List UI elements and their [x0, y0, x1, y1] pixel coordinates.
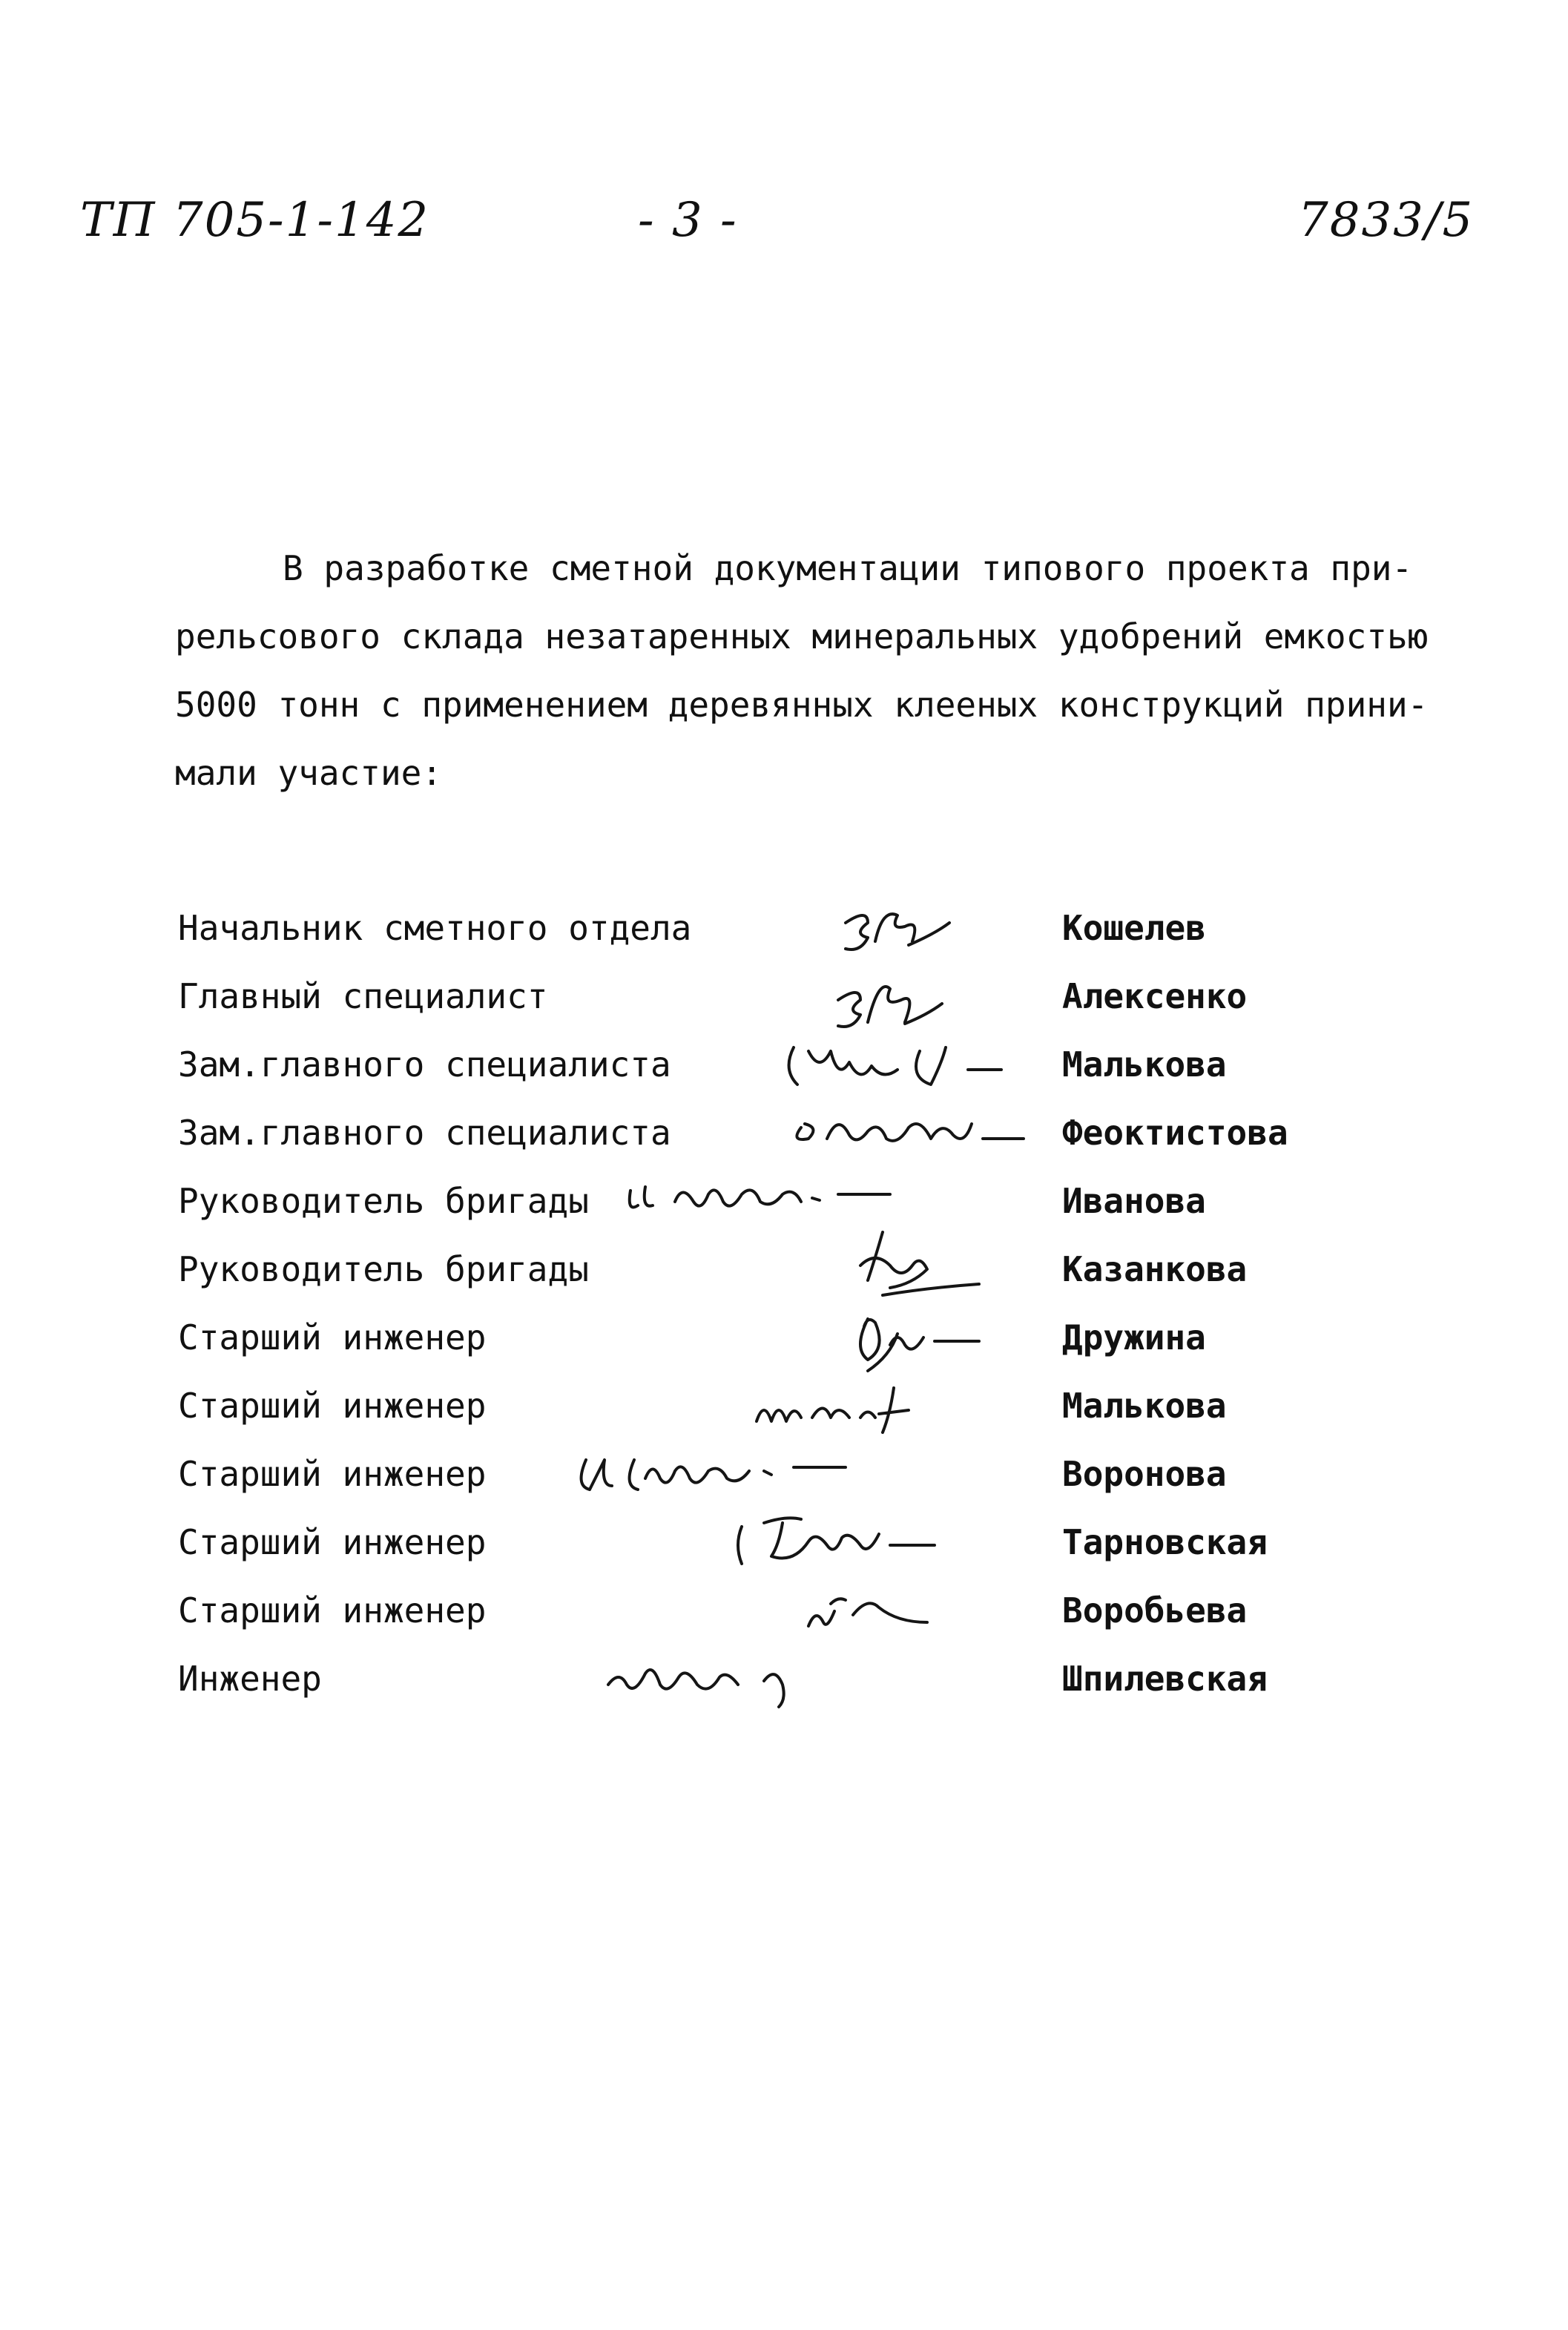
- participant-name: Воронова: [1062, 1454, 1227, 1494]
- participant-row: [178, 1577, 1483, 1644]
- participant-row: [178, 1509, 1483, 1576]
- participant-row: [178, 1099, 1483, 1166]
- participant-role: Зам.главного специалиста: [178, 1113, 671, 1153]
- participant-role: Старший инженер: [178, 1454, 487, 1494]
- signature-icon: [786, 1105, 1038, 1157]
- signature-icon: [742, 1377, 935, 1440]
- signature-icon: [831, 970, 949, 1037]
- participant-role: Старший инженер: [178, 1317, 487, 1357]
- page-number: - 3 -: [638, 193, 738, 248]
- signature-icon: [623, 1172, 942, 1224]
- signature-icon: [831, 1228, 994, 1310]
- participant-row: [178, 963, 1483, 1030]
- intro-paragraph: [175, 534, 1466, 807]
- participant-role: Зам.главного специалиста: [178, 1044, 671, 1085]
- participant-name: Малькова: [1062, 1044, 1227, 1085]
- participant-name: Тарновская: [1062, 1522, 1268, 1562]
- signature-icon: [564, 1445, 905, 1504]
- participant-name: Шпилевская: [1062, 1659, 1268, 1699]
- participant-role: Старший инженер: [178, 1522, 487, 1562]
- participant-role: Инженер: [178, 1659, 322, 1699]
- intro-line: мали участие:: [175, 753, 443, 793]
- participant-row: [178, 1304, 1483, 1371]
- signature-icon: [823, 1304, 1001, 1378]
- intro-line: 5000 тонн с применением деревянных клееных конструкций прини-: [175, 685, 1429, 725]
- participant-row: [178, 1236, 1483, 1303]
- participant-row: [178, 1645, 1483, 1712]
- participant-row: [178, 1031, 1483, 1098]
- participant-role: Руководитель бригады: [178, 1181, 589, 1221]
- participant-name: Казанкова: [1062, 1249, 1248, 1289]
- participant-role: Руководитель бригады: [178, 1249, 589, 1289]
- intro-line: рельсового склада незатаренных минеральных удобрений емкостью: [175, 616, 1429, 656]
- signature-icon: [719, 1504, 986, 1579]
- signature-icon: [838, 901, 957, 960]
- participant-name: Дружина: [1062, 1317, 1206, 1357]
- participant-role: Главный специалист: [178, 976, 548, 1016]
- signature-icon: [786, 1582, 957, 1641]
- participant-name: Кошелев: [1062, 908, 1206, 948]
- participant-role: Старший инженер: [178, 1386, 487, 1426]
- participant-role: Начальник сметного отдела: [178, 908, 692, 948]
- participant-role: Старший инженер: [178, 1590, 487, 1630]
- participant-row: [178, 895, 1483, 961]
- participant-row: [178, 1372, 1483, 1439]
- signature-icon: [779, 1040, 1024, 1092]
- participant-name: Иванова: [1062, 1181, 1206, 1221]
- participant-name: Алексенко: [1062, 976, 1248, 1016]
- document-code: ТП 705-1-142: [80, 193, 430, 248]
- participant-name: Малькова: [1062, 1386, 1227, 1426]
- participant-row: [178, 1441, 1483, 1507]
- sheet-code: 7833/5: [1298, 193, 1475, 248]
- participant-name: Воробьева: [1062, 1590, 1248, 1630]
- intro-line: В разработке сметной документации типового проекта при-: [283, 548, 1413, 588]
- participant-name: Феоктистова: [1062, 1113, 1288, 1153]
- participant-row: [178, 1168, 1483, 1234]
- signature-icon: [593, 1651, 838, 1711]
